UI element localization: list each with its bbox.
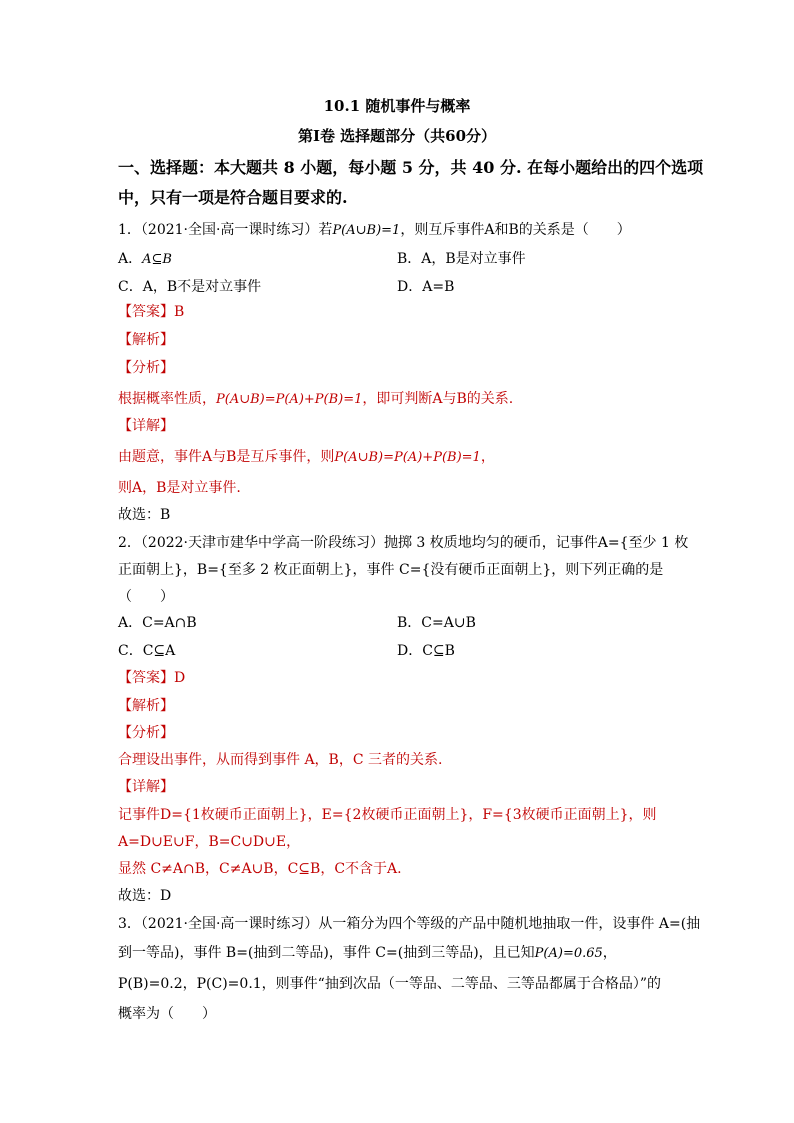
q3-stem-2-math: P(A)=0.65 xyxy=(534,946,603,961)
q1-fenxi-text-a: 根据概率性质， xyxy=(118,391,216,407)
q1-choose: 故选：B xyxy=(118,507,171,523)
q1-stem xyxy=(118,220,631,241)
q2-analysis-tag: 【解析】 xyxy=(118,698,174,714)
q1-detail-text-b: ， xyxy=(480,449,495,465)
section-intro: 一、选择题：本大题共 8 小题，每小题 5 分，共 40 分. 在每小题给出的四个选项 xyxy=(118,158,704,177)
q1-stem-a: 1．（2021·全国·高一课时练习）若 xyxy=(118,222,333,238)
q1-option-c: C．A，B不是对立事件 xyxy=(118,279,262,295)
q3-stem-3: P(B)=0.2，P(C)=0.1，则事件“抽到次品（一等品、二等品、三等品都属于合格品）”的 xyxy=(118,976,661,992)
q2-option-c: C．C⊆A xyxy=(118,643,176,659)
q2-detail-tag: 【详解】 xyxy=(118,779,174,795)
q1-fenxi-text-b: ，即可判断A与B的关系. xyxy=(362,391,514,407)
q2-detail-1: 记事件D={1枚硬币正面朝上}，E={2枚硬币正面朝上}，F={3枚硬币正面朝上}，则 xyxy=(118,807,657,823)
q1-option-a-math: A⊆B xyxy=(142,252,172,267)
q1-stem-math: P(A∪B)=1 xyxy=(332,223,401,238)
volume-heading: 第Ⅰ卷 选择题部分（共60分） xyxy=(297,127,497,145)
q1-analysis-tag: 【解析】 xyxy=(118,332,174,348)
q1-stem-b: ，则互斥事件A和B的关系是（ ） xyxy=(400,222,631,238)
q2-option-d: D．C⊆B xyxy=(397,643,455,659)
q2-fenxi-text: 合理设出事件，从而得到事件 A，B，C 三者的关系. xyxy=(118,752,443,768)
q3-stem-2-b: ， xyxy=(602,945,617,961)
q2-stem xyxy=(118,533,688,553)
q1-answer: 【答案】B xyxy=(118,304,185,320)
q2-option-a: A．C=A∩B xyxy=(118,615,197,631)
q1-option-a-label: A． xyxy=(118,251,143,267)
q2-detail-2: A=D∪E∪F，B=C∪D∪E， xyxy=(118,834,301,850)
q1-option-a xyxy=(118,249,172,270)
q1-detail-text xyxy=(118,447,495,468)
section-intro-cont: 中，只有一项是符合题目要求的. xyxy=(118,188,348,207)
q1-option-b: B．A，B是对立事件 xyxy=(397,251,526,267)
q3-stem-4: 概率为（ ） xyxy=(118,1006,216,1022)
q2-detail-3: 显然 C≠A∩B，C≠A∪B，C⊆B，C不含于A. xyxy=(118,861,402,877)
q1-fenxi-math: P(A∪B)=P(A)+P(B)=1 xyxy=(216,392,363,407)
q2-stem-2: 正面朝上}，B={至多 2 枚正面朝上}，事件 C={没有硬币正面朝上}，则下列正确的是 xyxy=(118,562,664,578)
q2-stem-math: A={至少 1 枚 xyxy=(597,535,689,551)
q1-detail-math: P(A∪B)=P(A)+P(B)=1 xyxy=(334,450,481,465)
q2-option-b: B．C=A∪B xyxy=(397,615,476,631)
q1-detail-tag: 【详解】 xyxy=(118,418,174,434)
q2-fenxi-tag: 【分析】 xyxy=(118,725,174,741)
q1-option-d: D．A=B xyxy=(397,279,455,295)
q3-stem-2 xyxy=(118,943,617,964)
doc-title: 10.1 随机事件与概率 xyxy=(323,97,471,115)
q1-detail-text-a: 由题意，事件A与B是互斥事件，则 xyxy=(118,449,335,465)
q2-stem-a: 2．（2022·天津市建华中学高一阶段练习）抛掷 3 枚质地均匀的硬币，记事件 xyxy=(118,535,598,551)
q1-detail-2: 则A，B是对立事件. xyxy=(118,480,241,496)
q1-fenxi-tag: 【分析】 xyxy=(118,360,174,376)
q2-answer: 【答案】D xyxy=(118,670,186,686)
q3-stem-2-a: 到一等品)，事件 B=(抽到二等品)，事件 C=(抽到三等品)，且已知 xyxy=(118,945,535,961)
q2-stem-3: （ ） xyxy=(118,589,174,605)
q2-choose: 故选：D xyxy=(118,888,172,904)
q1-fenxi-text xyxy=(118,389,513,410)
q3-stem-1: 3．（2021·全国·高一课时练习）从一箱分为四个等级的产品中随机地抽取一件，设事件 A=(抽 xyxy=(118,916,701,932)
